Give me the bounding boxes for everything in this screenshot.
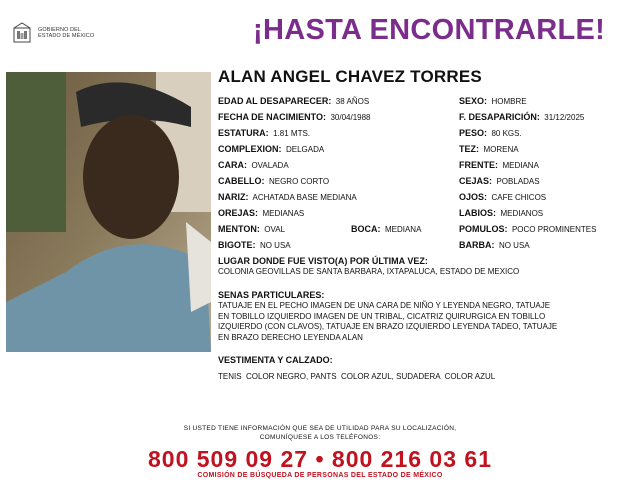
field-label: NARIZ: [218,192,249,202]
field-label: CEJAS: [459,176,493,186]
field-value: NO USA [498,241,530,250]
clothing-description: TENIS COLOR NEGRO, PANTS COLOR AZUL, SUDADERA COLOR AZUL [218,372,496,381]
field-label: F. DESAPARICIÓN: [459,112,540,122]
field-label: FRENTE: [459,160,498,170]
field-nose [218,192,357,202]
gov-line1: GOBIERNO DEL [38,27,82,33]
field-age [218,96,369,106]
clothing-section [218,355,495,383]
state-government-logo [12,22,122,46]
field-complexion [459,144,519,154]
field-cheekbones [459,224,596,234]
field-value: HOMBRE [491,97,527,106]
field-mustache [218,240,291,250]
field-value: MEDIANAS [262,209,305,218]
field-build [218,144,324,154]
clothing-heading: VESTIMENTA Y CALZADO: [218,355,333,365]
field-label: OJOS: [459,192,488,202]
field-chin [218,224,285,234]
field-value: MORENA [483,145,519,154]
field-label: CABELLO: [218,176,265,186]
last-seen-location: COLONIA GEOVILLAS DE SANTA BARBARA, IXTAPALUCA, ESTADO DE MEXICO [218,267,520,276]
field-beard [459,240,530,250]
field-value: MEDIANA [502,161,539,170]
contact-info-line1: SI USTED TIENE INFORMACIÓN QUE SEA DE UTILIDAD PARA SU LOCALIZACIÓN, [183,425,457,432]
field-value: POBLADAS [496,177,540,186]
field-forehead [459,160,539,170]
field-height [218,128,310,138]
field-value: 38 AÑOS [335,97,370,106]
state-crest-icon [12,22,32,44]
field-label: MENTON: [218,224,260,234]
field-sex [459,96,527,106]
field-face [218,160,289,170]
field-value: MEDIANOS [500,209,544,218]
field-value: NEGRO CORTO [268,177,330,186]
field-label: TEZ: [459,144,479,154]
field-label: COMPLEXION: [218,144,282,154]
field-eyes [459,192,546,202]
distinguishing-marks-section [218,290,557,343]
field-hair [218,176,329,186]
field-value: ACHATADA BASE MEDIANA [252,193,357,202]
field-label: OREJAS: [218,208,259,218]
marks-line: TATUAJE EN EL PECHO IMAGEN DE UNA CARA DE NIÑO Y LEYENDA NEGRO, TATUAJE [218,301,551,310]
field-value: 31/12/2025 [544,113,585,122]
field-label: ESTATURA: [218,128,269,138]
marks-heading: SENAS PARTICULARES: [218,290,325,300]
field-mouth [351,224,421,234]
phone-numbers: 800 509 09 27 • 800 216 03 61 [147,446,492,472]
field-lips [459,208,543,218]
agency-name: COMISIÓN DE BÚSQUEDA DE PERSONAS DEL ESTADO DE MÉXICO [197,472,443,479]
field-disappearance-date [459,112,584,122]
field-value: 30/04/1988 [330,113,371,122]
field-ears [218,208,304,218]
field-value: MEDIANA [384,225,422,234]
field-label: PESO: [459,128,488,138]
field-value: OVALADA [251,161,289,170]
last-seen-section [218,256,519,278]
field-birthdate [218,112,371,122]
field-label: CARA: [218,160,247,170]
field-label: BIGOTE: [218,240,256,250]
field-value: 1.81 MTS. [273,129,311,138]
field-value: CAFE CHICOS [491,193,547,202]
contact-info-line2: COMUNÍQUESE A LOS TELÉFONOS: [259,434,381,441]
field-label: FECHA DE NACIMIENTO: [218,112,326,122]
field-value: DELGADA [285,145,325,154]
field-label: BOCA: [351,224,381,234]
last-seen-heading: LUGAR DONDE FUE VISTO(A) POR ÚLTIMA VEZ: [218,256,428,266]
field-value: 80 KGS. [491,129,522,138]
field-value: POCO PROMINENTES [511,225,597,234]
field-value: NO USA [259,241,291,250]
marks-line: IZQUIERDO (CON CLAVOS), TATUAJE EN BRAZO IZQUIERDO LEYENDA TADEO, TATUAJE [218,322,558,331]
field-eyebrows [459,176,540,186]
field-weight [459,128,522,138]
person-name: ALAN ANGEL CHAVEZ TORRES [218,67,482,86]
field-value: OVAL [264,225,286,234]
missing-person-photo [6,72,211,352]
field-label: LABIOS: [459,208,496,218]
marks-line: EN TOBILLO IZQUIERDO IMAGEN DE UN TRIBAL, CICATRIZ QUIRURGICA EN TOBILLO [218,311,546,321]
field-label: BARBA: [459,240,495,250]
field-label: SEXO: [459,96,488,106]
field-label: EDAD AL DESAPARECER: [218,96,332,106]
field-label: POMULOS: [459,224,508,234]
poster-headline: ¡HASTA ENCONTRARLE! [253,14,606,46]
gov-line2: ESTADO DE MÉXICO [38,33,95,39]
marks-line: EN BRAZO DERECHO LEYENDA ALAN [218,332,363,342]
